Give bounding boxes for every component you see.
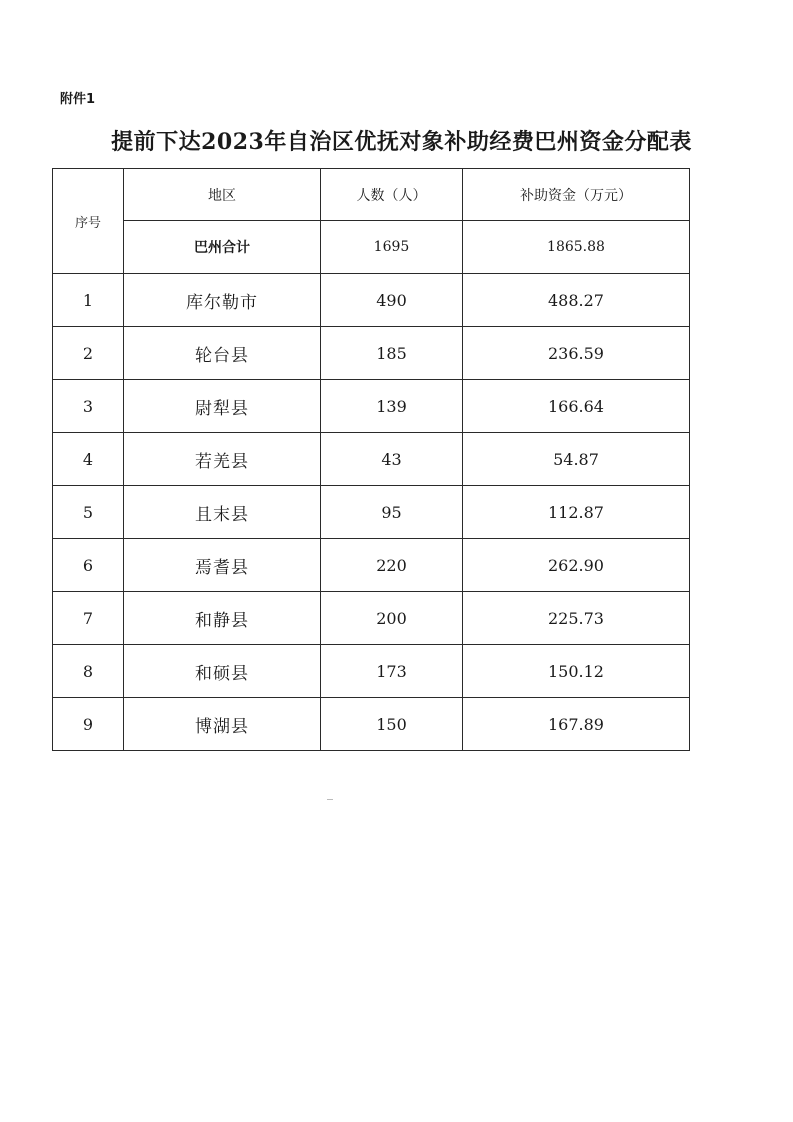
row-funds: 166.64 (463, 380, 690, 433)
row-region: 焉耆县 (124, 539, 321, 592)
header-region: 地区 (124, 169, 321, 221)
row-funds: 54.87 (463, 433, 690, 486)
row-funds: 236.59 (463, 327, 690, 380)
row-region: 且末县 (124, 486, 321, 539)
table-row (53, 274, 690, 327)
header-seq: 序号 (53, 169, 124, 274)
row-seq: 2 (53, 327, 124, 380)
table-row (53, 698, 690, 751)
table-row (53, 539, 690, 592)
row-seq: 8 (53, 645, 124, 698)
row-seq: 1 (53, 274, 124, 327)
table-row (53, 592, 690, 645)
table-row (53, 433, 690, 486)
total-people: 1695 (321, 221, 463, 274)
total-region: 巴州合计 (124, 221, 321, 274)
total-funds: 1865.88 (463, 221, 690, 274)
table-row (53, 486, 690, 539)
table-row (53, 327, 690, 380)
row-seq: 7 (53, 592, 124, 645)
row-region: 轮台县 (124, 327, 321, 380)
row-seq: 3 (53, 380, 124, 433)
row-people: 150 (321, 698, 463, 751)
row-funds: 488.27 (463, 274, 690, 327)
row-people: 173 (321, 645, 463, 698)
row-funds: 112.87 (463, 486, 690, 539)
row-seq: 9 (53, 698, 124, 751)
row-seq: 4 (53, 433, 124, 486)
row-region: 和硕县 (124, 645, 321, 698)
row-people: 200 (321, 592, 463, 645)
attachment-label: 附件1 (60, 92, 96, 107)
row-region: 库尔勒市 (124, 274, 321, 327)
row-people: 220 (321, 539, 463, 592)
row-seq: 5 (53, 486, 124, 539)
row-region: 尉犁县 (124, 380, 321, 433)
allocation-table (52, 168, 690, 751)
row-region: 博湖县 (124, 698, 321, 751)
row-funds: 225.73 (463, 592, 690, 645)
header-funds: 补助资金（万元） (463, 169, 690, 221)
header-row (53, 169, 690, 221)
header-people: 人数（人） (321, 169, 463, 221)
total-row (53, 221, 690, 274)
row-region: 若羌县 (124, 433, 321, 486)
row-people: 185 (321, 327, 463, 380)
row-people: 490 (321, 274, 463, 327)
row-people: 139 (321, 380, 463, 433)
row-funds: 167.89 (463, 698, 690, 751)
document-title: 提前下达2023年自治区优抚对象补助经费巴州资金分配表 (111, 129, 692, 155)
row-people: 43 (321, 433, 463, 486)
table-row (53, 380, 690, 433)
row-funds: 150.12 (463, 645, 690, 698)
row-seq: 6 (53, 539, 124, 592)
row-people: 95 (321, 486, 463, 539)
row-region: 和静县 (124, 592, 321, 645)
scan-mark (327, 799, 333, 800)
row-funds: 262.90 (463, 539, 690, 592)
table-row (53, 645, 690, 698)
